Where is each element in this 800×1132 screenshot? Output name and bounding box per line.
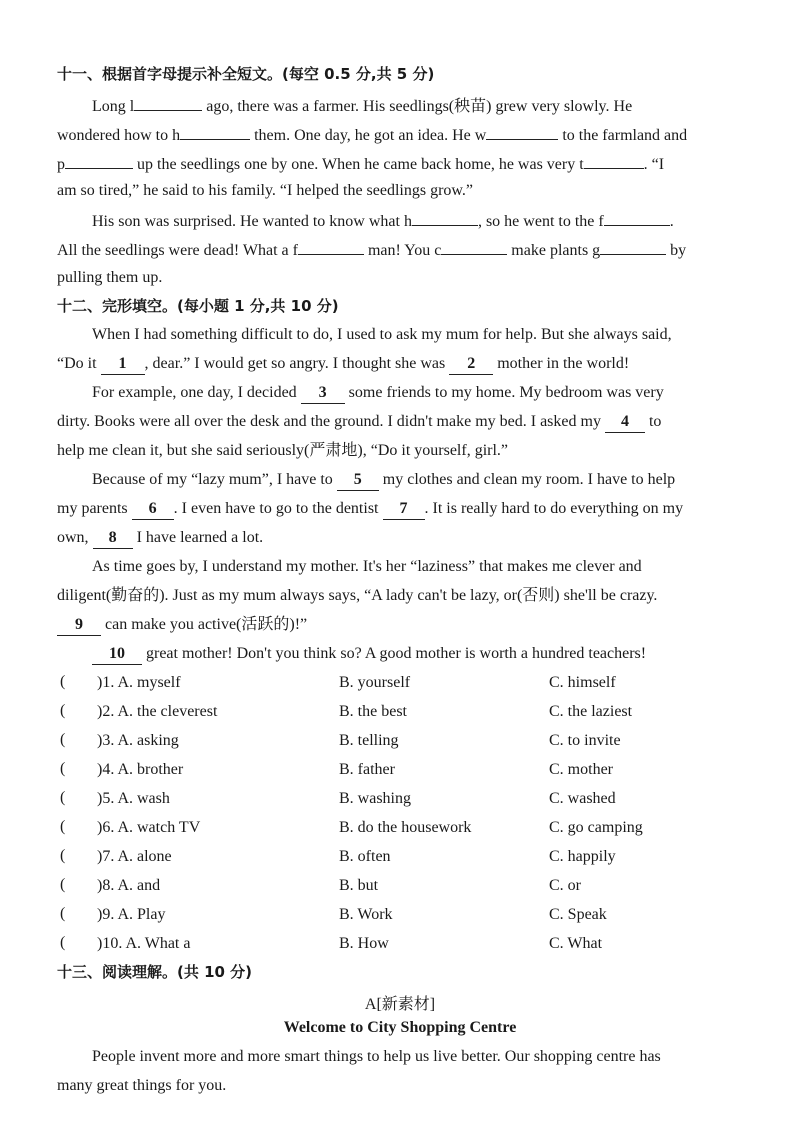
blank[interactable]: [180, 124, 250, 140]
section-13-heading: 十三、阅读理解。(共 10 分): [57, 963, 253, 981]
section-11-heading: 十一、根据首字母提示补全短文。(每空 0.5 分,共 5 分): [57, 65, 435, 83]
option-b: B. telling: [339, 732, 399, 749]
option-a: )3. A. asking: [97, 732, 179, 749]
cloze-blank-5[interactable]: 5: [337, 470, 379, 491]
cloze-blank-3[interactable]: 3: [301, 383, 345, 404]
s12-p4-line-1: As time goes by, I understand my mother. It's her “laziness” that makes me clever and: [92, 558, 642, 575]
s11-line-4: am so tired,” he said to his family. “I helped the seedlings grow.”: [57, 182, 474, 199]
s12-p2-line-2: dirty. Books were all over the desk and the ground. I didn't make my bed. I asked my 4 to: [57, 412, 760, 433]
answer-bracket[interactable]: (: [60, 702, 66, 719]
option-a: )4. A. brother: [97, 761, 184, 778]
s12-p3-line-3: own, 8 I have learned a lot.: [57, 528, 760, 549]
answer-bracket[interactable]: (: [60, 731, 66, 748]
option-a: )9. A. Play: [97, 906, 166, 923]
cloze-blank-8[interactable]: 8: [93, 528, 133, 549]
answer-bracket[interactable]: (: [60, 934, 66, 951]
cloze-blank-7[interactable]: 7: [383, 499, 425, 520]
s11-line-5: His son was surprised. He wanted to know what h , so he went to the f .: [92, 210, 760, 232]
s11-line-2: wondered how to h them. One day, he got an idea. He w to the farmland and: [57, 124, 760, 146]
option-c: C. himself: [549, 674, 616, 691]
option-b: B. yourself: [339, 674, 411, 691]
blank[interactable]: [584, 153, 644, 169]
option-c: C. happily: [549, 848, 616, 865]
option-c: C. or: [549, 877, 581, 894]
option-a: )6. A. watch TV: [97, 819, 201, 836]
s12-p5-line: 10 great mother! Don't you think so? A good mother is worth a hundred teachers!: [92, 644, 760, 665]
section-12-heading: 十二、完形填空。(每小题 1 分,共 10 分): [57, 297, 339, 315]
option-c: C. go camping: [549, 819, 643, 836]
s12-p2-line-1: For example, one day, I decided 3 some friends to my home. My bedroom was very: [92, 383, 760, 404]
passage-label: A[新素材]: [364, 996, 436, 1013]
answer-bracket[interactable]: (: [60, 847, 66, 864]
cloze-blank-1[interactable]: 1: [101, 354, 145, 375]
s12-p1-line-1: When I had something difficult to do, I used to ask my mum for help. But she always said,: [92, 326, 672, 343]
answer-bracket[interactable]: (: [60, 789, 66, 806]
s12-p2-line-3: help me clean it, but she said seriously(严肃地), “Do it yourself, girl.”: [57, 442, 509, 459]
blank[interactable]: [412, 210, 478, 226]
blank[interactable]: [441, 239, 507, 255]
s11-line-3: p up the seedlings one by one. When he came back home, he was very t . “I: [57, 153, 760, 175]
blank[interactable]: [298, 239, 364, 255]
option-c: C. mother: [549, 761, 613, 778]
cloze-blank-9[interactable]: 9: [57, 615, 101, 636]
answer-bracket[interactable]: (: [60, 818, 66, 835]
s11-line-6: All the seedlings were dead! What a f man! You c make plants g by: [57, 239, 760, 261]
option-a: )5. A. wash: [97, 790, 170, 807]
option-a: )1. A. myself: [97, 674, 181, 691]
option-a: )2. A. the cleverest: [97, 703, 218, 720]
answer-bracket[interactable]: (: [60, 760, 66, 777]
option-b: B. often: [339, 848, 391, 865]
blank[interactable]: [65, 153, 133, 169]
blank[interactable]: [604, 210, 670, 226]
s12-p4-line-2: diligent(勤奋的). Just as my mum always says, “A lady can't be lazy, or(否则) she'll be crazy.: [57, 587, 658, 604]
passage-line-2: many great things for you.: [57, 1077, 227, 1094]
cloze-blank-2[interactable]: 2: [449, 354, 493, 375]
s12-p3-line-1: Because of my “lazy mum”, I have to 5 my clothes and clean my room. I have to help: [92, 470, 760, 491]
answer-bracket[interactable]: (: [60, 905, 66, 922]
option-c: C. the laziest: [549, 703, 633, 720]
answer-bracket[interactable]: (: [60, 673, 66, 690]
s11-line-1: Long l ago, there was a farmer. His seedlings(秧苗) grew very slowly. He: [92, 95, 760, 117]
option-b: B. How: [339, 935, 389, 952]
cloze-blank-10[interactable]: 10: [92, 644, 142, 665]
option-a: )7. A. alone: [97, 848, 172, 865]
option-b: B. the best: [339, 703, 407, 720]
option-c: C. washed: [549, 790, 616, 807]
option-a: )10. A. What a: [97, 935, 191, 952]
option-b: B. Work: [339, 906, 393, 923]
option-c: C. What: [549, 935, 603, 952]
cloze-blank-4[interactable]: 4: [605, 412, 645, 433]
answer-bracket[interactable]: (: [60, 876, 66, 893]
blank[interactable]: [134, 95, 202, 111]
passage-line-1: People invent more and more smart things to help us live better. Our shopping centre has: [92, 1048, 661, 1065]
option-b: B. father: [339, 761, 395, 778]
option-b: B. washing: [339, 790, 411, 807]
option-c: C. to invite: [549, 732, 621, 749]
s12-p3-line-2: my parents 6 . I even have to go to the dentist 7 . It is really hard to do everything on my: [57, 499, 760, 520]
option-b: B. do the housework: [339, 819, 472, 836]
blank[interactable]: [600, 239, 666, 255]
blank[interactable]: [486, 124, 558, 140]
option-a: )8. A. and: [97, 877, 161, 894]
option-b: B. but: [339, 877, 379, 894]
cloze-blank-6[interactable]: 6: [132, 499, 174, 520]
s12-p1-line-2: “Do it 1 , dear.” I would get so angry. I thought she was 2 mother in the world!: [57, 354, 760, 375]
passage-title: Welcome to City Shopping Centre: [283, 1019, 517, 1036]
s12-p4-line-3: 9 can make you active(活跃的)!”: [57, 615, 760, 636]
option-c: C. Speak: [549, 906, 607, 923]
s11-line-7: pulling them up.: [57, 269, 163, 286]
